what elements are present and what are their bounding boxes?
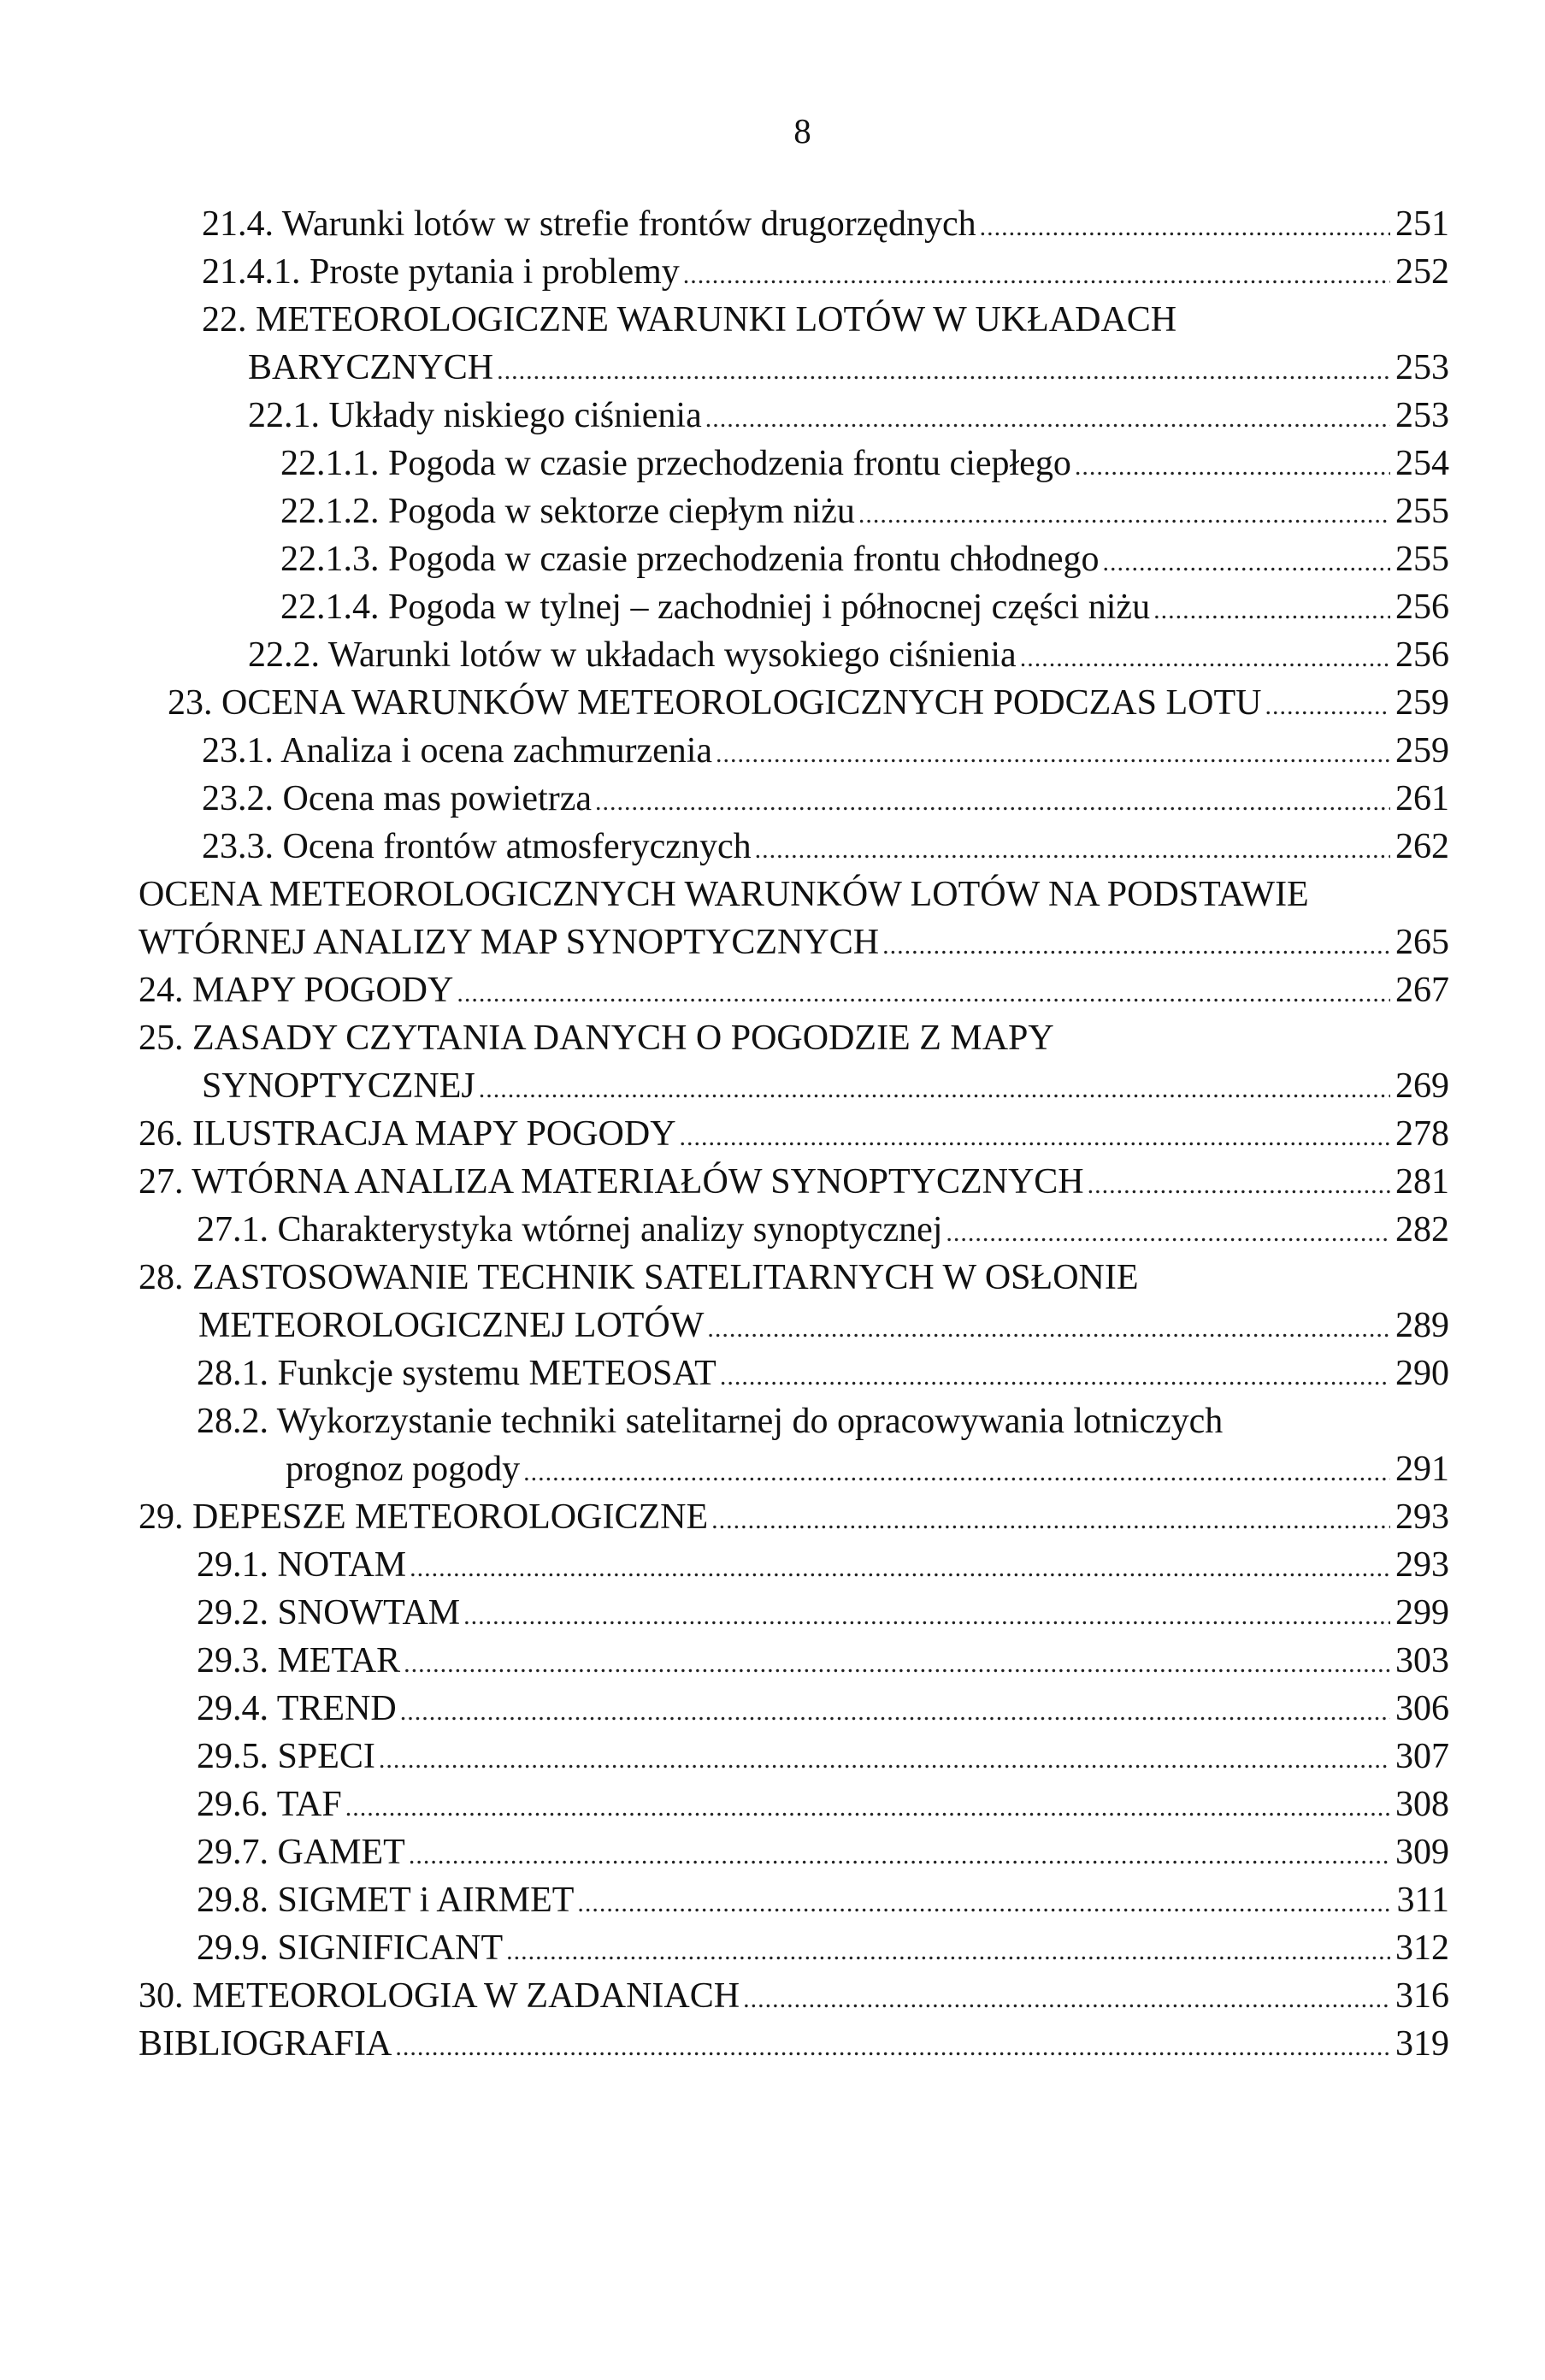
toc-entry: [0, 250, 1545, 298]
table-of-contents: [0, 202, 1545, 2070]
toc-label: WTÓRNEJ ANALIZY MAP SYNOPTYCZNYCH: [139, 923, 880, 962]
toc-label: METEOROLOGICZNEJ LOTÓW: [198, 1306, 705, 1345]
toc-line[interactable]: [197, 1782, 1449, 1830]
toc-entry: [0, 920, 1545, 968]
dot-leader: [755, 828, 1390, 872]
toc-entry: [0, 393, 1545, 441]
toc-label: 28.2. Wykorzystanie techniki satelitarnej do opracowywania lotniczych: [197, 1402, 1224, 1441]
toc-entry: [0, 441, 1545, 489]
dot-leader: [716, 732, 1390, 777]
toc-label: 29.2. SNOWTAM: [197, 1593, 461, 1633]
dot-leader: [463, 1594, 1390, 1639]
toc-page-number: 259: [1395, 683, 1449, 723]
toc-line[interactable]: [197, 1734, 1449, 1782]
dot-leader: [457, 971, 1390, 1016]
toc-label: 23. OCENA WARUNKÓW METEOROLOGICZNYCH PODCZAS LOTU: [168, 683, 1262, 723]
toc-page-number: 269: [1395, 1066, 1449, 1106]
dot-leader: [345, 1786, 1390, 1830]
toc-line[interactable]: [197, 1878, 1449, 1926]
toc-page-number: 293: [1395, 1497, 1449, 1537]
toc-entry: [0, 777, 1545, 824]
toc-line[interactable]: [139, 2022, 1449, 2070]
toc-line[interactable]: [139, 1016, 1449, 1060]
toc-page-number: 252: [1395, 252, 1449, 292]
toc-entry: [0, 1399, 1545, 1447]
toc-line[interactable]: [202, 1064, 1449, 1112]
toc-label: 29.1. NOTAM: [197, 1545, 407, 1585]
dot-leader: [400, 1690, 1390, 1734]
toc-line[interactable]: [286, 1447, 1449, 1495]
toc-line[interactable]: [280, 585, 1449, 633]
dot-leader: [379, 1738, 1390, 1782]
toc-entry: [0, 633, 1545, 681]
toc-line[interactable]: [197, 1208, 1449, 1255]
toc-label: 29.5. SPECI: [197, 1737, 375, 1776]
toc-line[interactable]: [139, 1112, 1449, 1160]
toc-line[interactable]: [202, 298, 1449, 342]
dot-leader: [882, 924, 1390, 968]
toc-page-number: 308: [1395, 1785, 1449, 1824]
toc-entry: [0, 298, 1545, 345]
dot-leader: [680, 1115, 1390, 1160]
toc-line[interactable]: [197, 1926, 1449, 1974]
toc-label: 21.4.1. Proste pytania i problemy: [202, 252, 680, 292]
toc-page-number: 261: [1395, 779, 1449, 818]
toc-label: 27. WTÓRNA ANALIZA MATERIAŁÓW SYNOPTYCZNYCH: [139, 1162, 1084, 1202]
dot-leader: [1020, 636, 1390, 681]
dot-leader: [858, 493, 1390, 537]
toc-page-number: 316: [1395, 1976, 1449, 2016]
toc-label: 23.3. Ocena frontów atmosferycznych: [202, 827, 752, 866]
toc-page-number: 255: [1395, 540, 1449, 579]
dot-leader: [705, 397, 1390, 441]
toc-label: 22.1. Układy niskiego ciśnienia: [248, 396, 702, 435]
toc-entry: [0, 537, 1545, 585]
toc-page-number: 281: [1395, 1162, 1449, 1202]
toc-label: 22.1.1. Pogoda w czasie przechodzenia frontu ciepłego: [280, 444, 1071, 483]
toc-line[interactable]: [197, 1543, 1449, 1591]
dot-leader: [1103, 540, 1390, 585]
toc-page-number: 265: [1395, 923, 1449, 962]
toc-label: 30. METEOROLOGIA W ZADANIACH: [139, 1976, 740, 2016]
toc-line[interactable]: [248, 633, 1449, 681]
toc-label: 22. METEOROLOGICZNE WARUNKI LOTÓW W UKŁADACH: [202, 300, 1177, 340]
toc-page-number: 291: [1395, 1450, 1449, 1489]
toc-page-number: 278: [1395, 1114, 1449, 1154]
toc-page-number: 312: [1395, 1928, 1449, 1968]
dot-leader: [707, 1307, 1390, 1351]
toc-page-number: 253: [1395, 396, 1449, 435]
toc-entry: [0, 729, 1545, 777]
toc-label: SYNOPTYCZNEJ: [202, 1066, 475, 1106]
toc-label: 23.2. Ocena mas powietrza: [202, 779, 592, 818]
toc-page-number: 256: [1395, 635, 1449, 675]
toc-line[interactable]: [202, 250, 1449, 298]
toc-line[interactable]: [197, 1399, 1449, 1444]
toc-entry: [0, 202, 1545, 250]
toc-label: BIBLIOGRAFIA: [139, 2024, 392, 2064]
toc-entry: [0, 585, 1545, 633]
toc-line[interactable]: [202, 824, 1449, 872]
toc-page-number: 262: [1395, 827, 1449, 866]
toc-line[interactable]: [202, 777, 1449, 824]
toc-entry: [0, 1064, 1545, 1112]
dot-leader: [523, 1450, 1390, 1495]
toc-page-number: 306: [1395, 1689, 1449, 1728]
dot-leader: [1153, 588, 1390, 633]
toc-entry: [0, 1639, 1545, 1686]
toc-line[interactable]: [202, 202, 1449, 250]
toc-label: 22.1.2. Pogoda w sektorze ciepłym niżu: [280, 492, 855, 531]
toc-page-number: 299: [1395, 1593, 1449, 1633]
toc-line[interactable]: [197, 1639, 1449, 1686]
toc-line[interactable]: [168, 681, 1449, 729]
toc-line[interactable]: [248, 393, 1449, 441]
dot-leader: [479, 1067, 1390, 1112]
dot-leader: [595, 780, 1390, 824]
page-number: 8: [793, 111, 811, 151]
toc-entry: [0, 1591, 1545, 1639]
toc-entry: [0, 1878, 1545, 1926]
toc-label: 23.1. Analiza i ocena zachmurzenia: [202, 731, 713, 771]
toc-entry: [0, 1303, 1545, 1351]
toc-page-number: 319: [1395, 2024, 1449, 2064]
toc-line[interactable]: [139, 1160, 1449, 1208]
toc-page-number: 253: [1395, 348, 1449, 387]
toc-entry: [0, 1734, 1545, 1782]
toc-page-number: 309: [1395, 1833, 1449, 1872]
toc-label: 26. ILUSTRACJA MAPY POGODY: [139, 1114, 676, 1154]
toc-page-number: 307: [1395, 1737, 1449, 1776]
toc-line[interactable]: [197, 1830, 1449, 1878]
toc-line[interactable]: [139, 968, 1449, 1016]
toc-label: 28. ZASTOSOWANIE TECHNIK SATELITARNYCH W OSŁONIE: [139, 1258, 1139, 1297]
dot-leader: [497, 349, 1390, 393]
toc-page-number: 303: [1395, 1641, 1449, 1680]
toc-entry: [0, 1782, 1545, 1830]
toc-label: OCENA METEOROLOGICZNYCH WARUNKÓW LOTÓW NA PODSTAWIE: [139, 875, 1309, 914]
toc-line[interactable]: [280, 441, 1449, 489]
toc-label: 29.7. GAMET: [197, 1833, 405, 1872]
toc-line[interactable]: [248, 345, 1449, 393]
toc-entry: [0, 1016, 1545, 1064]
toc-label: 29.3. METAR: [197, 1641, 401, 1680]
toc-label: prognoz pogody: [286, 1450, 521, 1489]
toc-label: 29.6. TAF: [197, 1785, 342, 1824]
dot-leader: [946, 1211, 1390, 1255]
toc-entry: [0, 1974, 1545, 2022]
toc-line[interactable]: [202, 729, 1449, 777]
toc-entry: [0, 872, 1545, 920]
toc-entry: [0, 1160, 1545, 1208]
dot-leader: [720, 1355, 1390, 1399]
dot-leader: [577, 1881, 1391, 1926]
toc-line[interactable]: [139, 1974, 1449, 2022]
toc-page-number: 282: [1395, 1210, 1449, 1249]
toc-label: 24. MAPY POGODY: [139, 971, 454, 1010]
dot-leader: [711, 1498, 1390, 1543]
toc-entry: [0, 1255, 1545, 1303]
toc-entry: [0, 1447, 1545, 1495]
dot-leader: [395, 2025, 1390, 2070]
toc-page-number: 289: [1395, 1306, 1449, 1345]
toc-line[interactable]: [197, 1591, 1449, 1639]
toc-label: 22.1.4. Pogoda w tylnej – zachodniej i północnej części niżu: [280, 588, 1151, 627]
toc-entry: [0, 489, 1545, 537]
toc-line[interactable]: [139, 872, 1449, 917]
toc-label: 21.4. Warunki lotów w strefie frontów drugorzędnych: [202, 204, 976, 244]
toc-page-number: 254: [1395, 444, 1449, 483]
toc-page-number: 259: [1395, 731, 1449, 771]
toc-entry: [0, 968, 1545, 1016]
toc-page-number: 290: [1395, 1354, 1449, 1393]
toc-label: 29.8. SIGMET i AIRMET: [197, 1881, 575, 1920]
toc-entry: [0, 1112, 1545, 1160]
dot-leader: [683, 253, 1390, 298]
toc-line[interactable]: [197, 1351, 1449, 1399]
toc-line[interactable]: [197, 1686, 1449, 1734]
toc-label: 22.2. Warunki lotów w układach wysokiego ciśnienia: [248, 635, 1017, 675]
toc-entry: [0, 824, 1545, 872]
dot-leader: [409, 1834, 1390, 1878]
dot-leader: [506, 1929, 1390, 1974]
toc-label: 27.1. Charakterystyka wtórnej analizy synoptycznej: [197, 1210, 943, 1249]
toc-label: BARYCZNYCH: [248, 348, 494, 387]
dot-leader: [404, 1642, 1390, 1686]
toc-entry: [0, 1543, 1545, 1591]
toc-line[interactable]: [139, 1255, 1449, 1300]
toc-line[interactable]: [280, 537, 1449, 585]
toc-label: 29.4. TREND: [197, 1689, 397, 1728]
dot-leader: [743, 1977, 1390, 2022]
toc-entry: [0, 1830, 1545, 1878]
toc-line[interactable]: [280, 489, 1449, 537]
toc-entry: [0, 1926, 1545, 1974]
toc-line[interactable]: [139, 1495, 1449, 1543]
dot-leader: [1075, 445, 1390, 489]
dot-leader: [980, 205, 1390, 250]
dot-leader: [1265, 684, 1390, 729]
toc-entry: [0, 1686, 1545, 1734]
toc-page-number: 267: [1395, 971, 1449, 1010]
toc-entry: [0, 2022, 1545, 2070]
toc-page-number: 293: [1395, 1545, 1449, 1585]
toc-page-number: 255: [1395, 492, 1449, 531]
toc-entry: [0, 1208, 1545, 1255]
toc-label: 25. ZASADY CZYTANIA DANYCH O POGODZIE Z MAPY: [139, 1019, 1054, 1058]
toc-entry: [0, 1351, 1545, 1399]
toc-entry: [0, 1495, 1545, 1543]
toc-page-number: 256: [1395, 588, 1449, 627]
toc-entry: [0, 681, 1545, 729]
dot-leader: [1088, 1163, 1390, 1208]
toc-page-number: 311: [1396, 1881, 1449, 1920]
toc-page-number: 251: [1395, 204, 1449, 244]
toc-entry: [0, 345, 1545, 393]
toc-label: 29.9. SIGNIFICANT: [197, 1928, 504, 1968]
toc-label: 22.1.3. Pogoda w czasie przechodzenia frontu chłodnego: [280, 540, 1100, 579]
dot-leader: [410, 1546, 1390, 1591]
toc-line[interactable]: [139, 920, 1449, 968]
toc-line[interactable]: [198, 1303, 1449, 1351]
toc-label: 28.1. Funkcje systemu METEOSAT: [197, 1354, 716, 1393]
toc-label: 29. DEPESZE METEOROLOGICZNE: [139, 1497, 709, 1537]
